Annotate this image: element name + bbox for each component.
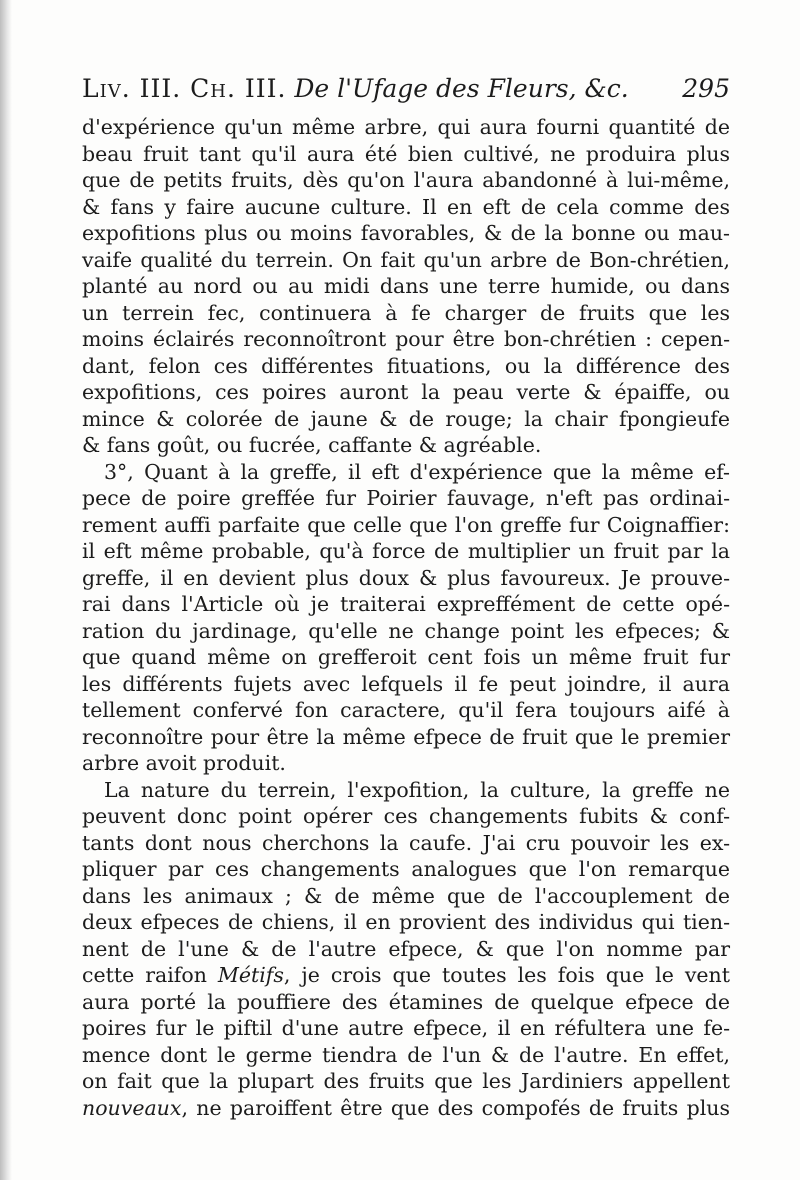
chapter-reference: Liv. III. Ch. III. [82, 74, 287, 103]
text-line: un terrein fec, continuera à fe charger de fruits que les [82, 300, 730, 325]
running-head [82, 70, 730, 108]
text-line: que quand même on grefferoit cent fois un même fruit fur [82, 645, 730, 669]
italic-term: Métifs [217, 963, 284, 987]
text-fragment: , je crois que toutes les fois que le vent [283, 963, 730, 987]
text-line: on fait que la plupart des fruits que les Jardiniers appellent [82, 1069, 730, 1093]
text-line: il eft même probable, qu'à force de multiplier un fruit par la [82, 539, 730, 563]
page-binding-shadow [0, 0, 12, 1180]
text-line: beau fruit tant qu'il aura été bien cultivé, ne produira plus [82, 141, 730, 166]
text-line: 3°, Quant à la greffe, il eft d'expérience que la même ef- [104, 459, 730, 484]
text-line: La nature du terrein, l'expofition, la culture, la greffe ne [104, 777, 730, 802]
text-line: d'expérience qu'un même arbre, qui aura fourni quantité de [82, 115, 730, 139]
running-title: De l'Ufage des Fleurs, &c. [294, 74, 629, 103]
text-line: tants dont nous cherchons la caufe. J'ai cru pouvoir les ex- [82, 830, 730, 855]
text-line: ration du jardinage, qu'elle ne change point les efpeces; & [82, 618, 730, 643]
text-line: mince & colorée de jaune & de rouge; la chair fpongieufe [82, 406, 730, 431]
text-line: rement auffi parfaite que celle que l'on greffe fur Coignaffier: [82, 512, 730, 537]
text-fragment: cette raifon [82, 963, 207, 987]
text-line: aura porté la pouffiere des étamines de quelque efpece de [82, 989, 730, 1014]
text-line [82, 962, 730, 989]
text-line: expofitions, ces poires auront la peau verte & épaiffe, ou [82, 380, 730, 404]
italic-term: nouveaux [82, 1095, 182, 1120]
text-line: reconnoître pour être la même efpece de fruit que le premier [82, 724, 730, 749]
text-line: moins éclairés reconnoîtront pour être bon-chrétien : cepen- [82, 327, 730, 351]
body-text [82, 114, 730, 1121]
text-line [82, 1095, 730, 1122]
text-line: pece de poire greffée fur Poirier fauvage, n'eft pas ordinai- [82, 486, 730, 510]
text-line: poires fur le piftil d'une autre efpece, il en réfultera une fe- [82, 1016, 730, 1040]
text-line: arbre avoit produit. [82, 751, 286, 775]
text-line: & fans y faire aucune culture. Il en eft de cela comme des [82, 194, 730, 219]
text-line: greffe, il en devient plus doux & plus favoureux. Je prouve- [82, 565, 730, 590]
text-line: que de petits fruits, dès qu'on l'aura abandonné à lui-même, [82, 168, 730, 192]
text-line: pliquer par ces changements analogues que l'on remarque [82, 857, 730, 881]
text-line: expofitions plus ou moins favorables, & de la bonne ou mau- [82, 221, 730, 245]
text-line: rai dans l'Article où je traiterai expreffément de cette opé- [82, 592, 730, 616]
page-number: 295 [682, 74, 730, 103]
text-line: & fans goût, ou fucrée, caffante & agréable. [82, 433, 542, 457]
text-line: mence dont le germe tiendra de l'un & de l'autre. En effet, [82, 1042, 730, 1067]
text-line: planté au nord ou au midi dans une terre humide, ou dans [82, 274, 730, 298]
text-line: tellement confervé fon caractere, qu'il fera toujours aifé à [82, 698, 730, 722]
text-line: vaife qualité du terrein. On fait qu'un arbre de Bon-chrétien, [82, 247, 730, 272]
text-line: nent de l'une & de l'autre efpece, & que l'on nomme par [82, 936, 730, 961]
text-fragment: , ne paroiffent être que des compofés de fruits plus [181, 1095, 730, 1120]
text-line: peuvent donc point opérer ces changements fubits & conf- [82, 804, 730, 828]
text-line: dans les animaux ; & de même que de l'accouplement de [82, 883, 730, 908]
text-line: dant, felon ces différentes fituations, ou la différence des [82, 353, 730, 378]
text-line: deux efpeces de chiens, il en provient des individus qui tien- [82, 910, 730, 934]
text-line: les différents fujets avec lefquels il fe peut joindre, il aura [82, 671, 730, 696]
